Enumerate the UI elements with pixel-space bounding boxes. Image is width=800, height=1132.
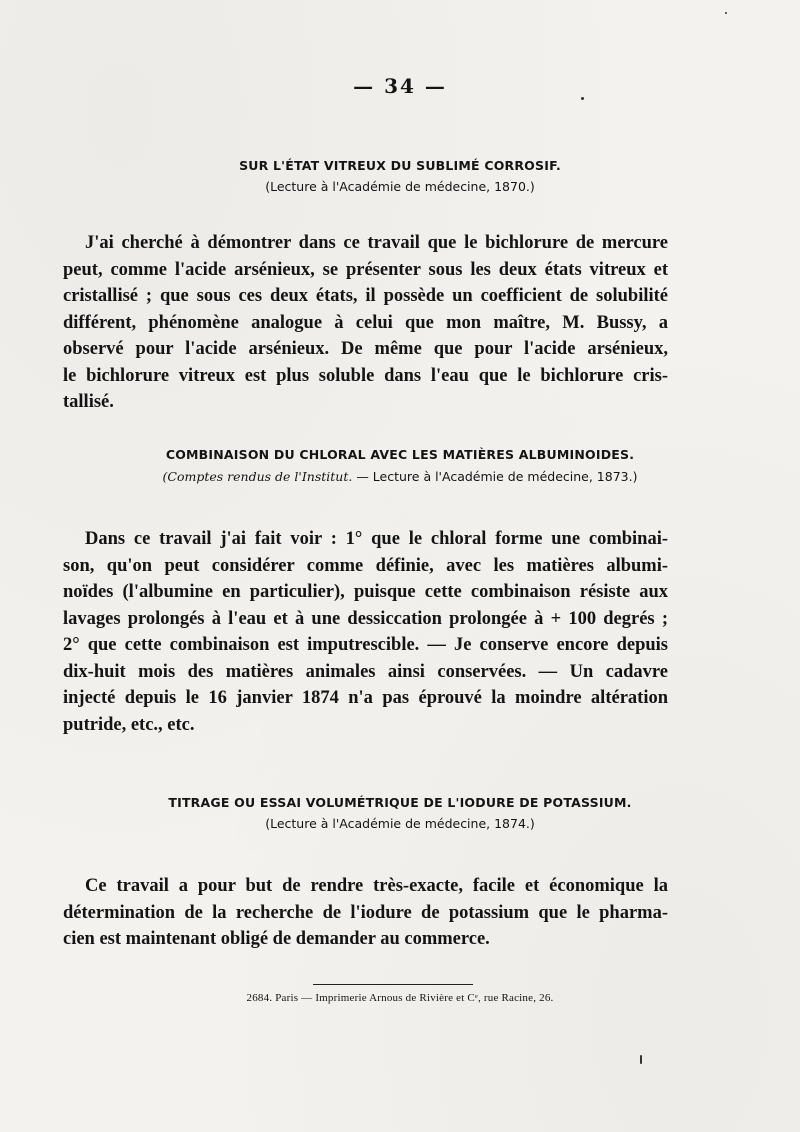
- section-2-subtitle: [0, 469, 800, 484]
- text-line: cien est maintenant obligé de demander au commerce.: [63, 929, 490, 949]
- section-1-subtitle: (Lecture à l'Académie de médecine, 1870.): [265, 179, 535, 194]
- text-line: dix-huit mois des matières animales ainsi conservées. — Un cadavre: [63, 661, 668, 682]
- text-line: 2° que cette combinaison est imputrescible. — Je conserve encore depuis: [63, 635, 668, 655]
- ink-speck: [725, 12, 727, 14]
- ink-speck: [581, 97, 584, 100]
- section-2-title: COMBINAISON DU CHLORAL AVEC LES MATIÈRES ALBUMINOIDES.: [165, 447, 635, 462]
- section-1-title: SUR L'ÉTAT VITREUX DU SUBLIMÉ CORROSIF.: [239, 158, 561, 173]
- section-3-subtitle: (Lecture à l'Académie de médecine, 1874.): [265, 816, 535, 831]
- text-line: différent, phénomène analogue à celui que mon maître, M. Bussy, a: [63, 312, 668, 333]
- section-2-subtitle-italic: (Comptes rendus de l'Institut.: [162, 469, 353, 484]
- text-line: Ce travail a pour but de rendre très-exacte, facile et économique la: [85, 876, 668, 896]
- text-line: lavages prolongés à l'eau et à une dessiccation prolongée à + 100 degrés ;: [63, 608, 668, 629]
- text-line: peut, comme l'acide arsénieux, se présenter sous les deux états vitreux et: [63, 259, 668, 280]
- text-line: tallisé.: [63, 392, 114, 412]
- text-line: observé pour l'acide arsénieux. De même que pour l'acide arsénieux,: [63, 339, 668, 359]
- footer-rule: [313, 984, 473, 985]
- printer-imprint: 2684. Paris — Imprimerie Arnous de Rivière et Cᵉ, rue Racine, 26.: [246, 992, 554, 1004]
- text-line: le bichlorure vitreux est plus soluble dans l'eau que le bichlorure cris-: [63, 365, 668, 386]
- page-number: — 34 —: [353, 74, 447, 98]
- text-line: son, qu'on peut considérer comme définie, avec les matières albumi-: [63, 555, 668, 576]
- text-line: noïdes (l'albumine en particulier), puisque cette combinaison résiste aux: [63, 582, 668, 602]
- section-2-body: [63, 526, 668, 738]
- text-line: Dans ce travail j'ai fait voir : 1° que le chloral forme une combinai-: [85, 529, 668, 549]
- text-line: putride, etc., etc.: [63, 714, 195, 735]
- text-line: injecté depuis le 16 janvier 1874 n'a pas éprouvé la moindre altération: [63, 688, 668, 708]
- text-line: cristallisé ; que sous ces deux états, il possède un coefficient de solubilité: [63, 286, 668, 306]
- section-2-subtitle-rest: — Lecture à l'Académie de médecine, 1873.): [352, 469, 638, 484]
- section-1-body: [63, 230, 668, 416]
- text-line: J'ai cherché à démontrer dans ce travail que le bichlorure de mercure: [85, 233, 668, 253]
- text-line: détermination de la recherche de l'iodure de potassium que le pharma-: [63, 902, 668, 923]
- ink-speck: [640, 1055, 642, 1064]
- section-3-title: TITRAGE OU ESSAI VOLUMÉTRIQUE DE L'IODURE DE POTASSIUM.: [168, 795, 632, 810]
- section-3-body: [63, 873, 668, 953]
